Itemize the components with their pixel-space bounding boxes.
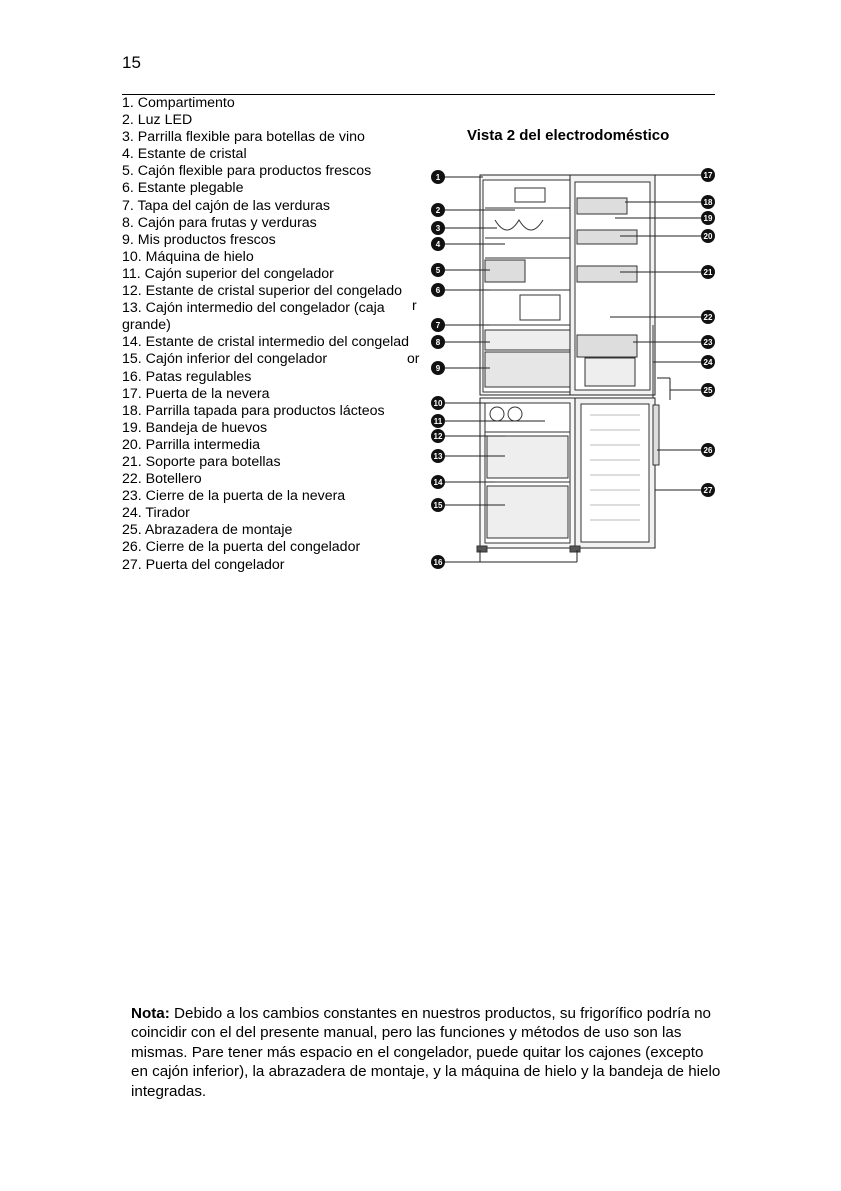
- part-item: 6. Estante plegable: [122, 180, 244, 197]
- part-item: 18. Parrilla tapada para productos lácteos: [122, 402, 385, 419]
- callout-label: 4: [435, 240, 441, 249]
- callout-label: 3: [435, 224, 441, 233]
- callout-label: 24: [703, 358, 713, 367]
- part-item: 3. Parrilla flexible para botellas de vino: [122, 129, 365, 146]
- callout-label: 20: [703, 232, 713, 241]
- callout-label: 17: [703, 171, 713, 180]
- part-item: 1. Compartimento: [122, 95, 235, 111]
- callout-label: 10: [433, 399, 443, 408]
- part-item: 27. Puerta del congelador: [122, 556, 285, 573]
- part-12-overflow: r: [412, 297, 417, 313]
- callout-label: 21: [703, 268, 713, 277]
- callout-label: 25: [703, 386, 713, 395]
- callout-label: 16: [433, 558, 443, 567]
- part-item: 20. Parrilla intermedia: [122, 436, 260, 453]
- part-item: 2. Luz LED: [122, 112, 193, 129]
- callout-label: 11: [433, 417, 443, 426]
- part-item: 10. Máquina de hielo: [122, 248, 254, 265]
- callout-label: 26: [703, 446, 713, 455]
- part-item: 12. Estante de cristal superior del congelado: [122, 283, 402, 300]
- callout-label: 5: [435, 266, 441, 275]
- callout-label: 9: [435, 364, 441, 373]
- part-item: 7. Tapa del cajón de las verduras: [122, 197, 330, 214]
- note-paragraph: [131, 1004, 721, 1101]
- part-item: 19. Bandeja de huevos: [122, 419, 268, 436]
- parts-list: [122, 95, 422, 574]
- part-item: 8. Cajón para frutas y verduras: [122, 214, 317, 231]
- part-item: 16. Patas regulables: [122, 368, 252, 385]
- part-item: 21. Soporte para botellas: [122, 453, 281, 470]
- callout-label: 14: [433, 478, 443, 487]
- callout-label: 19: [703, 214, 713, 223]
- diagram-title: Vista 2 del electrodoméstico: [467, 127, 670, 144]
- part-item: 17. Puerta de la nevera: [122, 385, 270, 402]
- part-item: 25. Abrazadera de montaje: [122, 522, 293, 539]
- callout-label: 7: [435, 321, 441, 330]
- part-item: 13. Cajón intermedio del congelador (caja grande): [122, 300, 385, 334]
- callout-label: 22: [703, 313, 713, 322]
- callout-label: 13: [433, 452, 443, 461]
- part-item: 24. Tirador: [122, 505, 190, 522]
- note-text: Debido a los cambios constantes en nuestros productos, su frigorífico podría no coincidir con el del presente manual, pero las funciones y métodos de uso son las mismas. Pare tener más espacio en el congelador, puede quitar los cajones (excepto en cajón inferior), la abrazadera de montaje, y la máquina de hielo y la bandeja de hielo integradas.: [131, 1005, 721, 1100]
- part-item: 22. Botellero: [122, 471, 202, 488]
- fridge-diagram: [425, 160, 725, 580]
- part-item: 15. Cajón inferior del congelador: [122, 351, 328, 368]
- part-item: 11. Cajón superior del congelador: [122, 265, 334, 282]
- part-item: 5. Cajón flexible para productos frescos: [122, 163, 372, 180]
- part-item: 9. Mis productos frescos: [122, 231, 276, 248]
- callout-label: 15: [433, 501, 443, 510]
- part-14-overflow: or: [407, 350, 420, 366]
- page-number: 15: [122, 53, 141, 72]
- callout-label: 1: [435, 173, 441, 182]
- callout-label: 8: [435, 338, 441, 347]
- callout-label: 18: [703, 198, 713, 207]
- part-item: 23. Cierre de la puerta de la nevera: [122, 488, 346, 505]
- callout-label: 12: [433, 432, 443, 441]
- part-item: 4. Estante de cristal: [122, 146, 247, 163]
- callout-label: 27: [703, 486, 713, 495]
- part-item: 14. Estante de cristal intermedio del congelad: [122, 334, 410, 351]
- callout-label: 23: [703, 338, 713, 347]
- note-label: Nota:: [131, 1005, 170, 1022]
- part-item: 26. Cierre de la puerta del congelador: [122, 539, 361, 556]
- callout-label: 6: [435, 286, 441, 295]
- callout-label: 2: [435, 206, 441, 215]
